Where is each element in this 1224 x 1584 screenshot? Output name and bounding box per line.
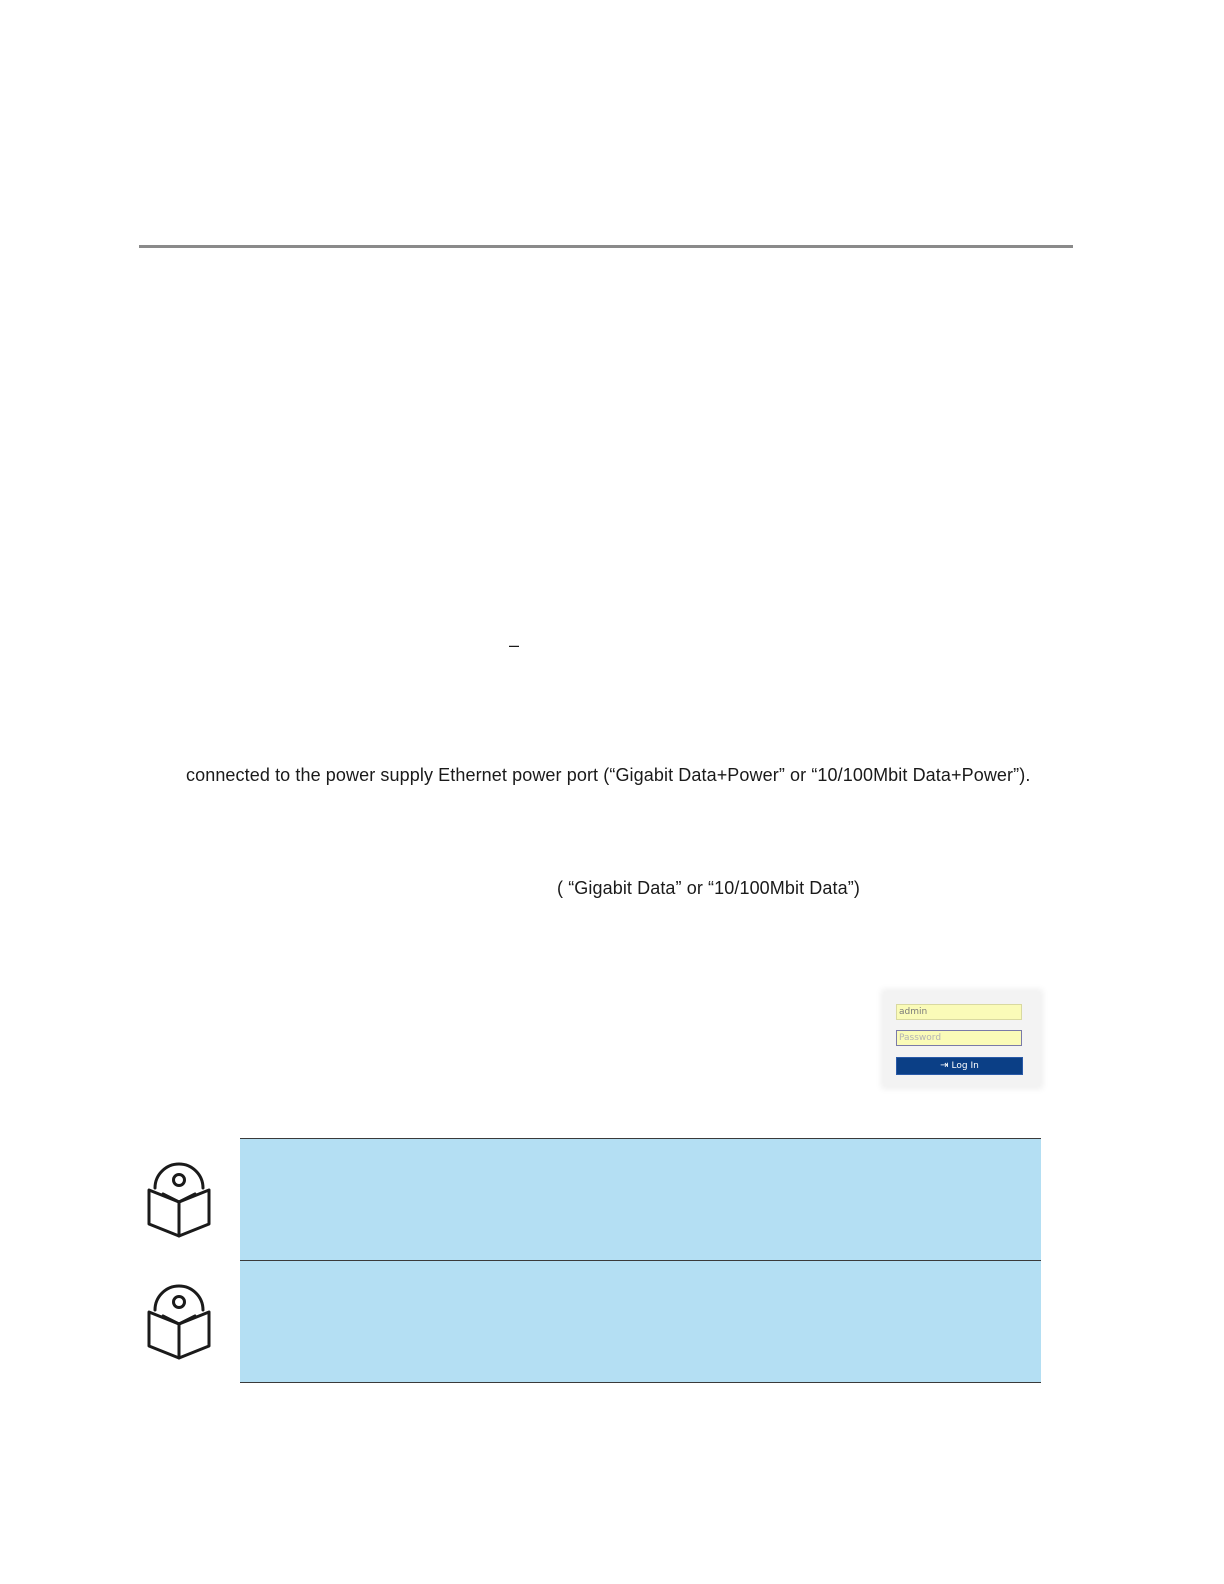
data-port-paragraph: ( “Gigabit Data” or “10/100Mbit Data”) bbox=[557, 878, 860, 898]
login-button-label: Log In bbox=[951, 1061, 979, 1071]
header-rule bbox=[139, 245, 1073, 248]
login-button[interactable] bbox=[896, 1057, 1023, 1075]
login-widget-screenshot bbox=[884, 992, 1040, 1086]
note-box bbox=[240, 1260, 1041, 1382]
login-icon: ⇥ bbox=[940, 1060, 949, 1071]
note-panel bbox=[139, 1138, 1041, 1260]
note-panel bbox=[139, 1260, 1041, 1382]
username-field[interactable]: admin bbox=[896, 1004, 1022, 1020]
note-box bbox=[240, 1138, 1041, 1260]
note-bottom-rule bbox=[240, 1382, 1041, 1383]
note-book-icon bbox=[143, 1276, 215, 1360]
note-top-rule bbox=[240, 1138, 1041, 1139]
note-book-icon bbox=[143, 1154, 215, 1238]
password-field[interactable]: Password bbox=[896, 1030, 1022, 1046]
note-top-rule bbox=[240, 1260, 1041, 1261]
dash-mark: – bbox=[509, 635, 520, 655]
power-port-paragraph: connected to the power supply Ethernet power port (“Gigabit Data+Power” or “10/100Mbit Data+Power”). bbox=[186, 765, 1031, 785]
